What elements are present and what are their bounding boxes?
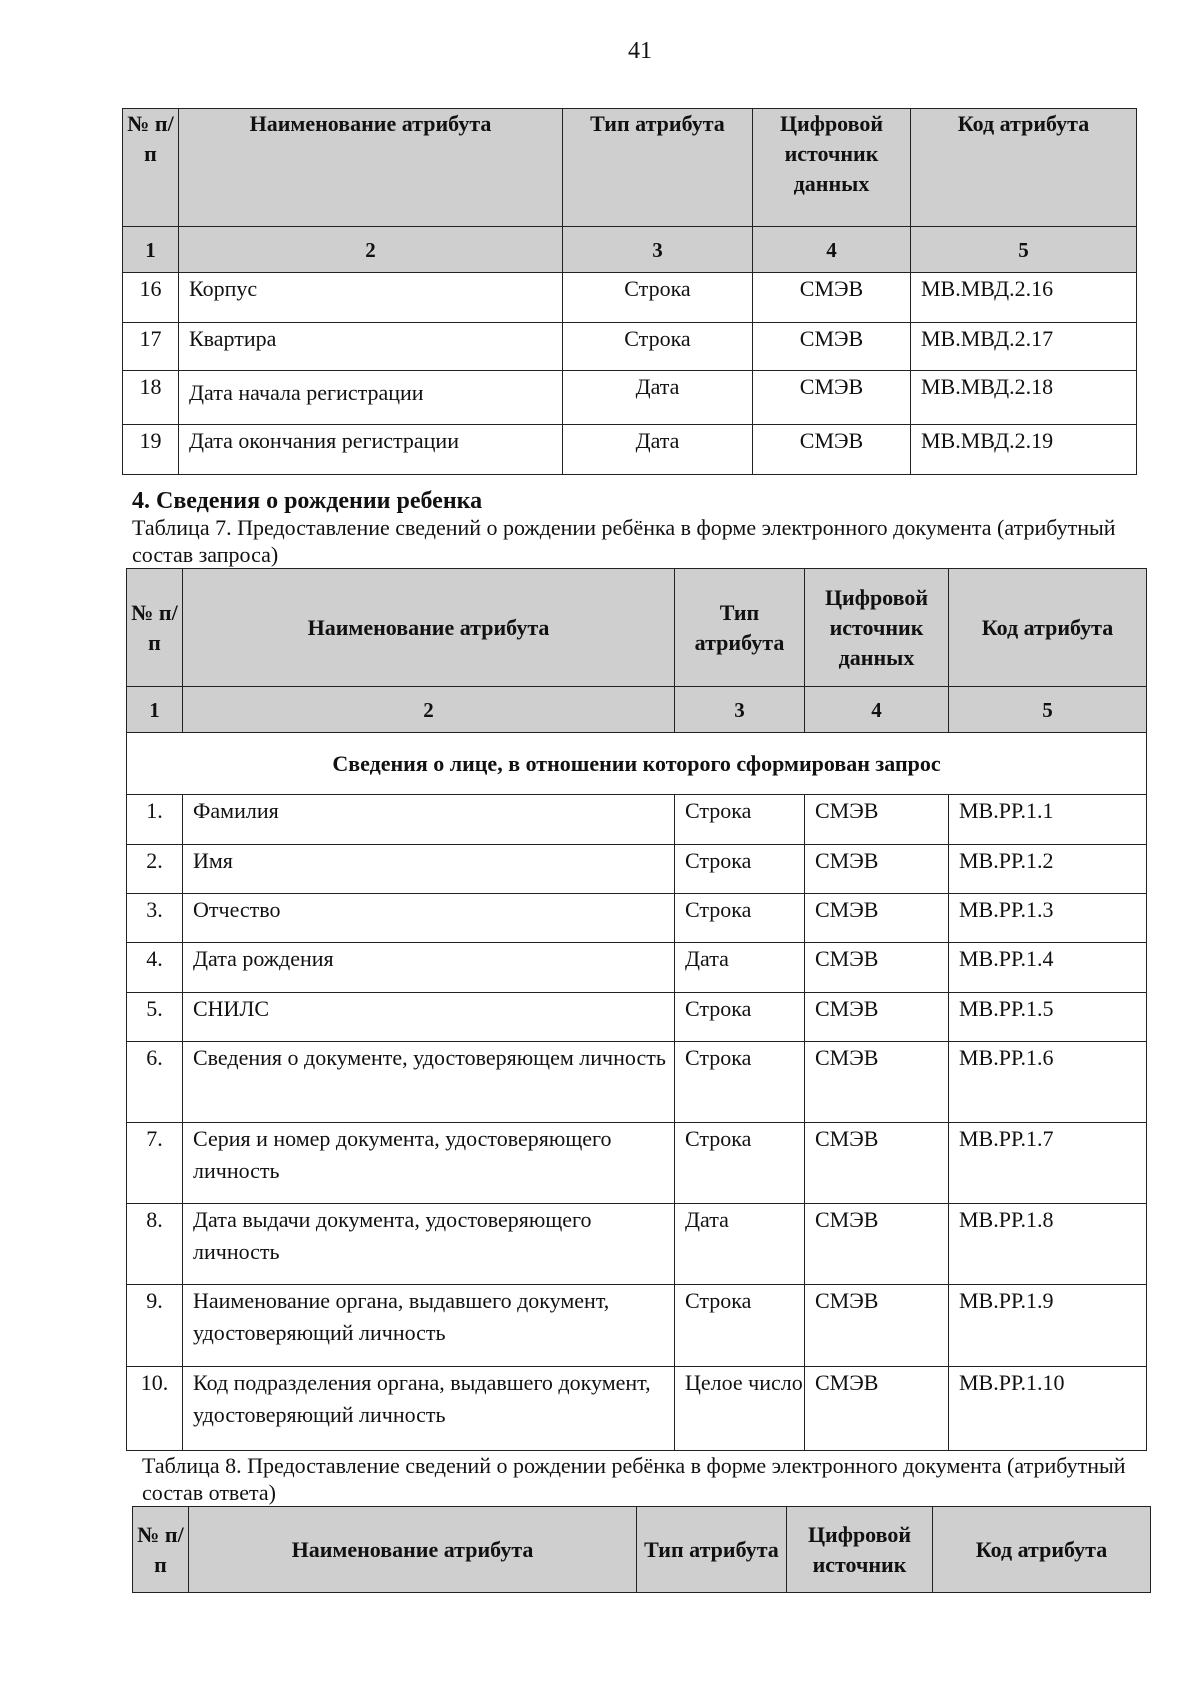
row-source: СМЭВ [805,894,949,943]
row-code: МВ.РР.1.4 [949,943,1147,993]
table-row [127,1204,1147,1285]
row-num: 6. [127,1042,183,1123]
row-num: 5. [127,993,183,1042]
row-type: Строка [675,1123,805,1204]
row-type: Дата [675,943,805,993]
table-8-caption: Таблица 8. Предоставление сведений о рождении ребёнка в форме электронного документа (атрибутный состав ответа) [142,1453,1126,1505]
header-source: Цифровой источник данных [805,569,949,687]
table-row [123,425,1137,475]
col-number: 5 [911,227,1137,273]
header-num: № п/п [133,1507,189,1593]
row-name: Дата начала регистрации [179,371,563,425]
row-code: МВ.МВД.2.16 [911,273,1137,323]
row-source: СМЭВ [805,1367,949,1451]
row-source: СМЭВ [805,1042,949,1123]
row-name: Сведения о документе, удостоверяющем личность [183,1042,675,1123]
row-code: МВ.РР.1.8 [949,1204,1147,1285]
table-row [127,845,1147,894]
row-source: СМЭВ [805,993,949,1042]
col-number: 1 [127,687,183,733]
header-type: Тип атрибута [637,1507,787,1593]
row-code: МВ.МВД.2.17 [911,323,1137,371]
row-name: Имя [183,845,675,894]
row-code: МВ.МВД.2.19 [911,425,1137,475]
row-name: СНИЛС [183,993,675,1042]
table-8 [132,1506,1151,1593]
header-source: Цифровой источник данных [753,109,911,227]
row-type: Целое число [675,1367,805,1451]
header-num: № п/п [127,569,183,687]
row-name: Серия и номер документа, удостоверяющего личность [183,1123,675,1204]
row-code: МВ.РР.1.3 [949,894,1147,943]
header-code: Код атрибута [911,109,1137,227]
header-type: Тип атрибута [675,569,805,687]
row-source: СМЭВ [805,943,949,993]
row-name: Дата выдачи документа, удостоверяющего личность [183,1204,675,1285]
row-name: Дата окончания регистрации [179,425,563,475]
row-source: СМЭВ [805,795,949,845]
table-row [123,371,1137,425]
table-row [127,1123,1147,1204]
row-source: СМЭВ [753,323,911,371]
section-4-heading: 4. Сведения о рождении ребенка [132,488,483,514]
row-num: 18 [123,371,179,425]
row-source: СМЭВ [753,273,911,323]
header-name: Наименование атрибута [183,569,675,687]
col-number: 3 [563,227,753,273]
header-code: Код атрибута [933,1507,1151,1593]
row-num: 3. [127,894,183,943]
table-row [127,1367,1147,1451]
row-num: 2. [127,845,183,894]
row-code: МВ.РР.1.9 [949,1285,1147,1367]
row-type: Строка [675,1285,805,1367]
row-name: Отчество [183,894,675,943]
row-num: 10. [127,1367,183,1451]
row-type: Строка [563,323,753,371]
col-number: 1 [123,227,179,273]
row-num: 16 [123,273,179,323]
table-row [123,273,1137,323]
row-name: Квартира [179,323,563,371]
col-number: 5 [949,687,1147,733]
header-num: № п/п [123,109,179,227]
table-row [127,943,1147,993]
row-num: 17 [123,323,179,371]
table-6 [122,108,1137,475]
col-number: 4 [753,227,911,273]
row-type: Строка [675,845,805,894]
header-name: Наименование атрибута [189,1507,637,1593]
row-source: СМЭВ [805,1204,949,1285]
table-row [127,993,1147,1042]
row-source: СМЭВ [753,371,911,425]
table-row [123,323,1137,371]
row-name: Наименование органа, выдавшего документ, удостоверяющий личность [183,1285,675,1367]
col-number: 4 [805,687,949,733]
table-7-caption: Таблица 7. Предоставление сведений о рождении ребёнка в форме электронного документа (атрибутный состав запроса) [132,515,1116,567]
row-name: Корпус [179,273,563,323]
row-code: МВ.РР.1.2 [949,845,1147,894]
header-source: Цифровой источник [787,1507,933,1593]
row-type: Дата [563,371,753,425]
header-name: Наименование атрибута [179,109,563,227]
row-num: 8. [127,1204,183,1285]
row-type: Строка [675,993,805,1042]
table-7-section-title: Сведения о лице, в отношении которого сформирован запрос [127,733,1147,795]
row-type: Строка [675,1042,805,1123]
row-name: Код подразделения органа, выдавшего документ, удостоверяющий личность [183,1367,675,1451]
row-type: Строка [675,795,805,845]
row-source: СМЭВ [753,425,911,475]
row-name: Дата рождения [183,943,675,993]
page-number: 41 [628,38,652,64]
col-number: 2 [179,227,563,273]
row-code: МВ.РР.1.10 [949,1367,1147,1451]
row-type: Строка [563,273,753,323]
row-source: СМЭВ [805,1123,949,1204]
table-row [127,795,1147,845]
table-7 [126,568,1147,1451]
row-num: 1. [127,795,183,845]
row-code: МВ.МВД.2.18 [911,371,1137,425]
row-num: 7. [127,1123,183,1204]
row-type: Дата [675,1204,805,1285]
row-num: 4. [127,943,183,993]
row-source: СМЭВ [805,1285,949,1367]
row-type: Дата [563,425,753,475]
row-name: Фамилия [183,795,675,845]
row-type: Строка [675,894,805,943]
row-num: 19 [123,425,179,475]
row-code: МВ.РР.1.1 [949,795,1147,845]
col-number: 2 [183,687,675,733]
table-row [127,894,1147,943]
row-num: 9. [127,1285,183,1367]
row-code: МВ.РР.1.7 [949,1123,1147,1204]
row-code: МВ.РР.1.5 [949,993,1147,1042]
table-row [127,1285,1147,1367]
table-row [127,1042,1147,1123]
row-code: МВ.РР.1.6 [949,1042,1147,1123]
row-source: СМЭВ [805,845,949,894]
header-type: Тип атрибута [563,109,753,227]
col-number: 3 [675,687,805,733]
header-code: Код атрибута [949,569,1147,687]
